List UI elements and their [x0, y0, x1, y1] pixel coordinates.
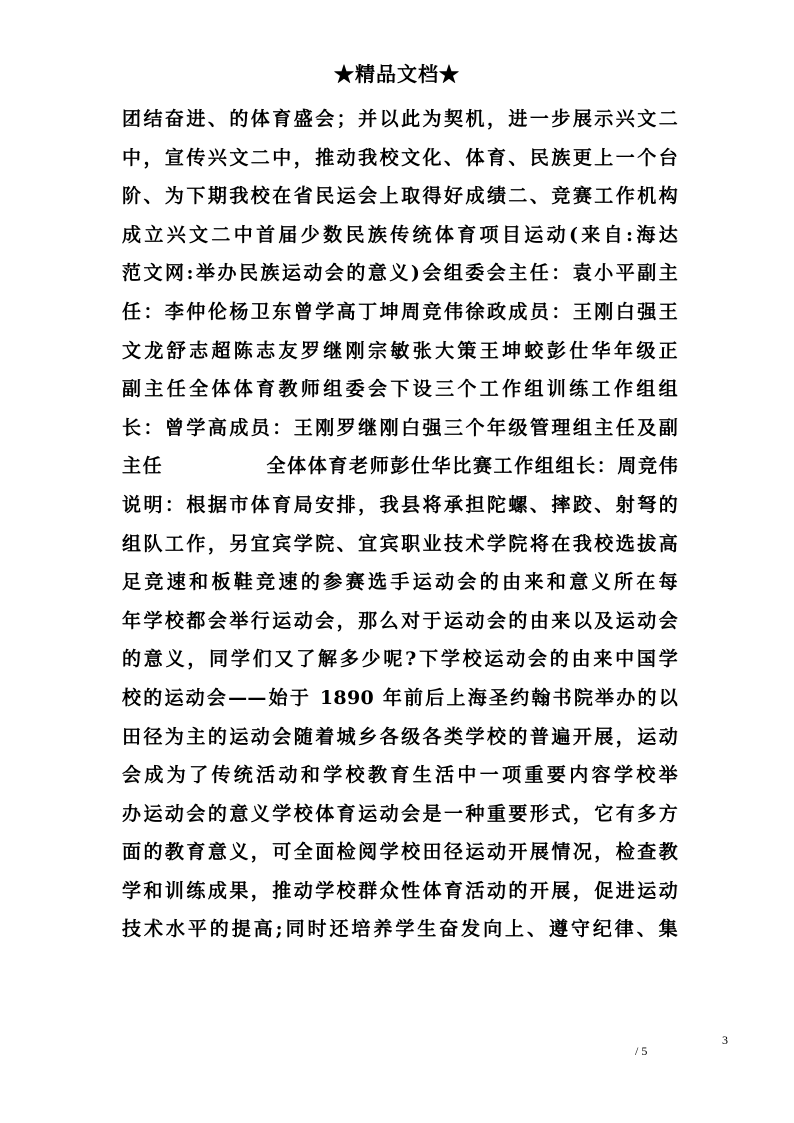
text-line: 成立兴文二中首届少数民族传统体育项目运动(来自:海达	[122, 223, 678, 246]
text-line: 足竞速和板鞋竞速的参赛选手运动会的由来和意义所在每	[122, 571, 678, 594]
document-header: ★精品文档★	[334, 62, 460, 86]
text-line: 会成为了传统活动和学校教育生活中一项重要内容学校举	[122, 764, 678, 787]
text-line: 主任 全体体育老师彭仕华比赛工作组组长：周竞伟	[122, 455, 678, 478]
text-line: 阶、为下期我校在省民运会上取得好成绩二、竞赛工作机构	[122, 185, 678, 208]
text-line: 长：曾学高成员：王刚罗继刚白强三个年级管理组主任及副	[122, 416, 678, 439]
text-line: 团结奋进、的体育盛会；并以此为契机，进一步展示兴文二	[122, 108, 678, 130]
text-line: 的意义，同学们又了解多少呢?下学校运动会的由来中国学	[122, 648, 678, 671]
text-line: 任：李仲伦杨卫东曾学高丁坤周竞伟徐政成员：王刚白强王	[122, 300, 678, 323]
text-line: 文龙舒志超陈志友罗继刚宗敏张大策王坤蛟彭仕华年级正	[122, 339, 678, 362]
text-line: 组队工作，另宜宾学院、宜宾职业技术学院将在我校选拔高	[122, 532, 678, 555]
text-line: 范文网:举办民族运动会的意义)会组委会主任：袁小平副主	[122, 262, 678, 285]
document-body	[122, 100, 678, 949]
text-line: 中，宣传兴文二中，推动我校文化、体育、民族更上一个台	[122, 146, 678, 169]
text-line: 副主任全体体育教师组委会下设三个工作组训练工作组组	[122, 378, 678, 401]
text-line: 办运动会的意义学校体育运动会是一种重要形式，它有多方	[122, 802, 678, 825]
text-line: 技术水平的提高;同时还培养学生奋发向上、遵守纪律、集	[122, 918, 678, 941]
text-line: 年学校都会举行运动会，那么对于运动会的由来以及运动会	[122, 609, 678, 632]
text-line: 田径为主的运动会随着城乡各级各类学校的普遍开展，运动	[122, 725, 678, 748]
text-line: 校的运动会——始于 1890 年前后上海圣约翰书院举办的以	[122, 686, 678, 709]
page-number: 3	[722, 1033, 728, 1047]
page-total: / 5	[635, 1044, 648, 1058]
text-line: 学和训练成果，推动学校群众性体育活动的开展，促进运动	[122, 879, 678, 902]
text-line: 面的教育意义，可全面检阅学校田径运动开展情况，检查教	[122, 841, 678, 864]
text-line: 说明：根据市体育局安排，我县将承担陀螺、摔跤、射弩的	[122, 493, 678, 516]
